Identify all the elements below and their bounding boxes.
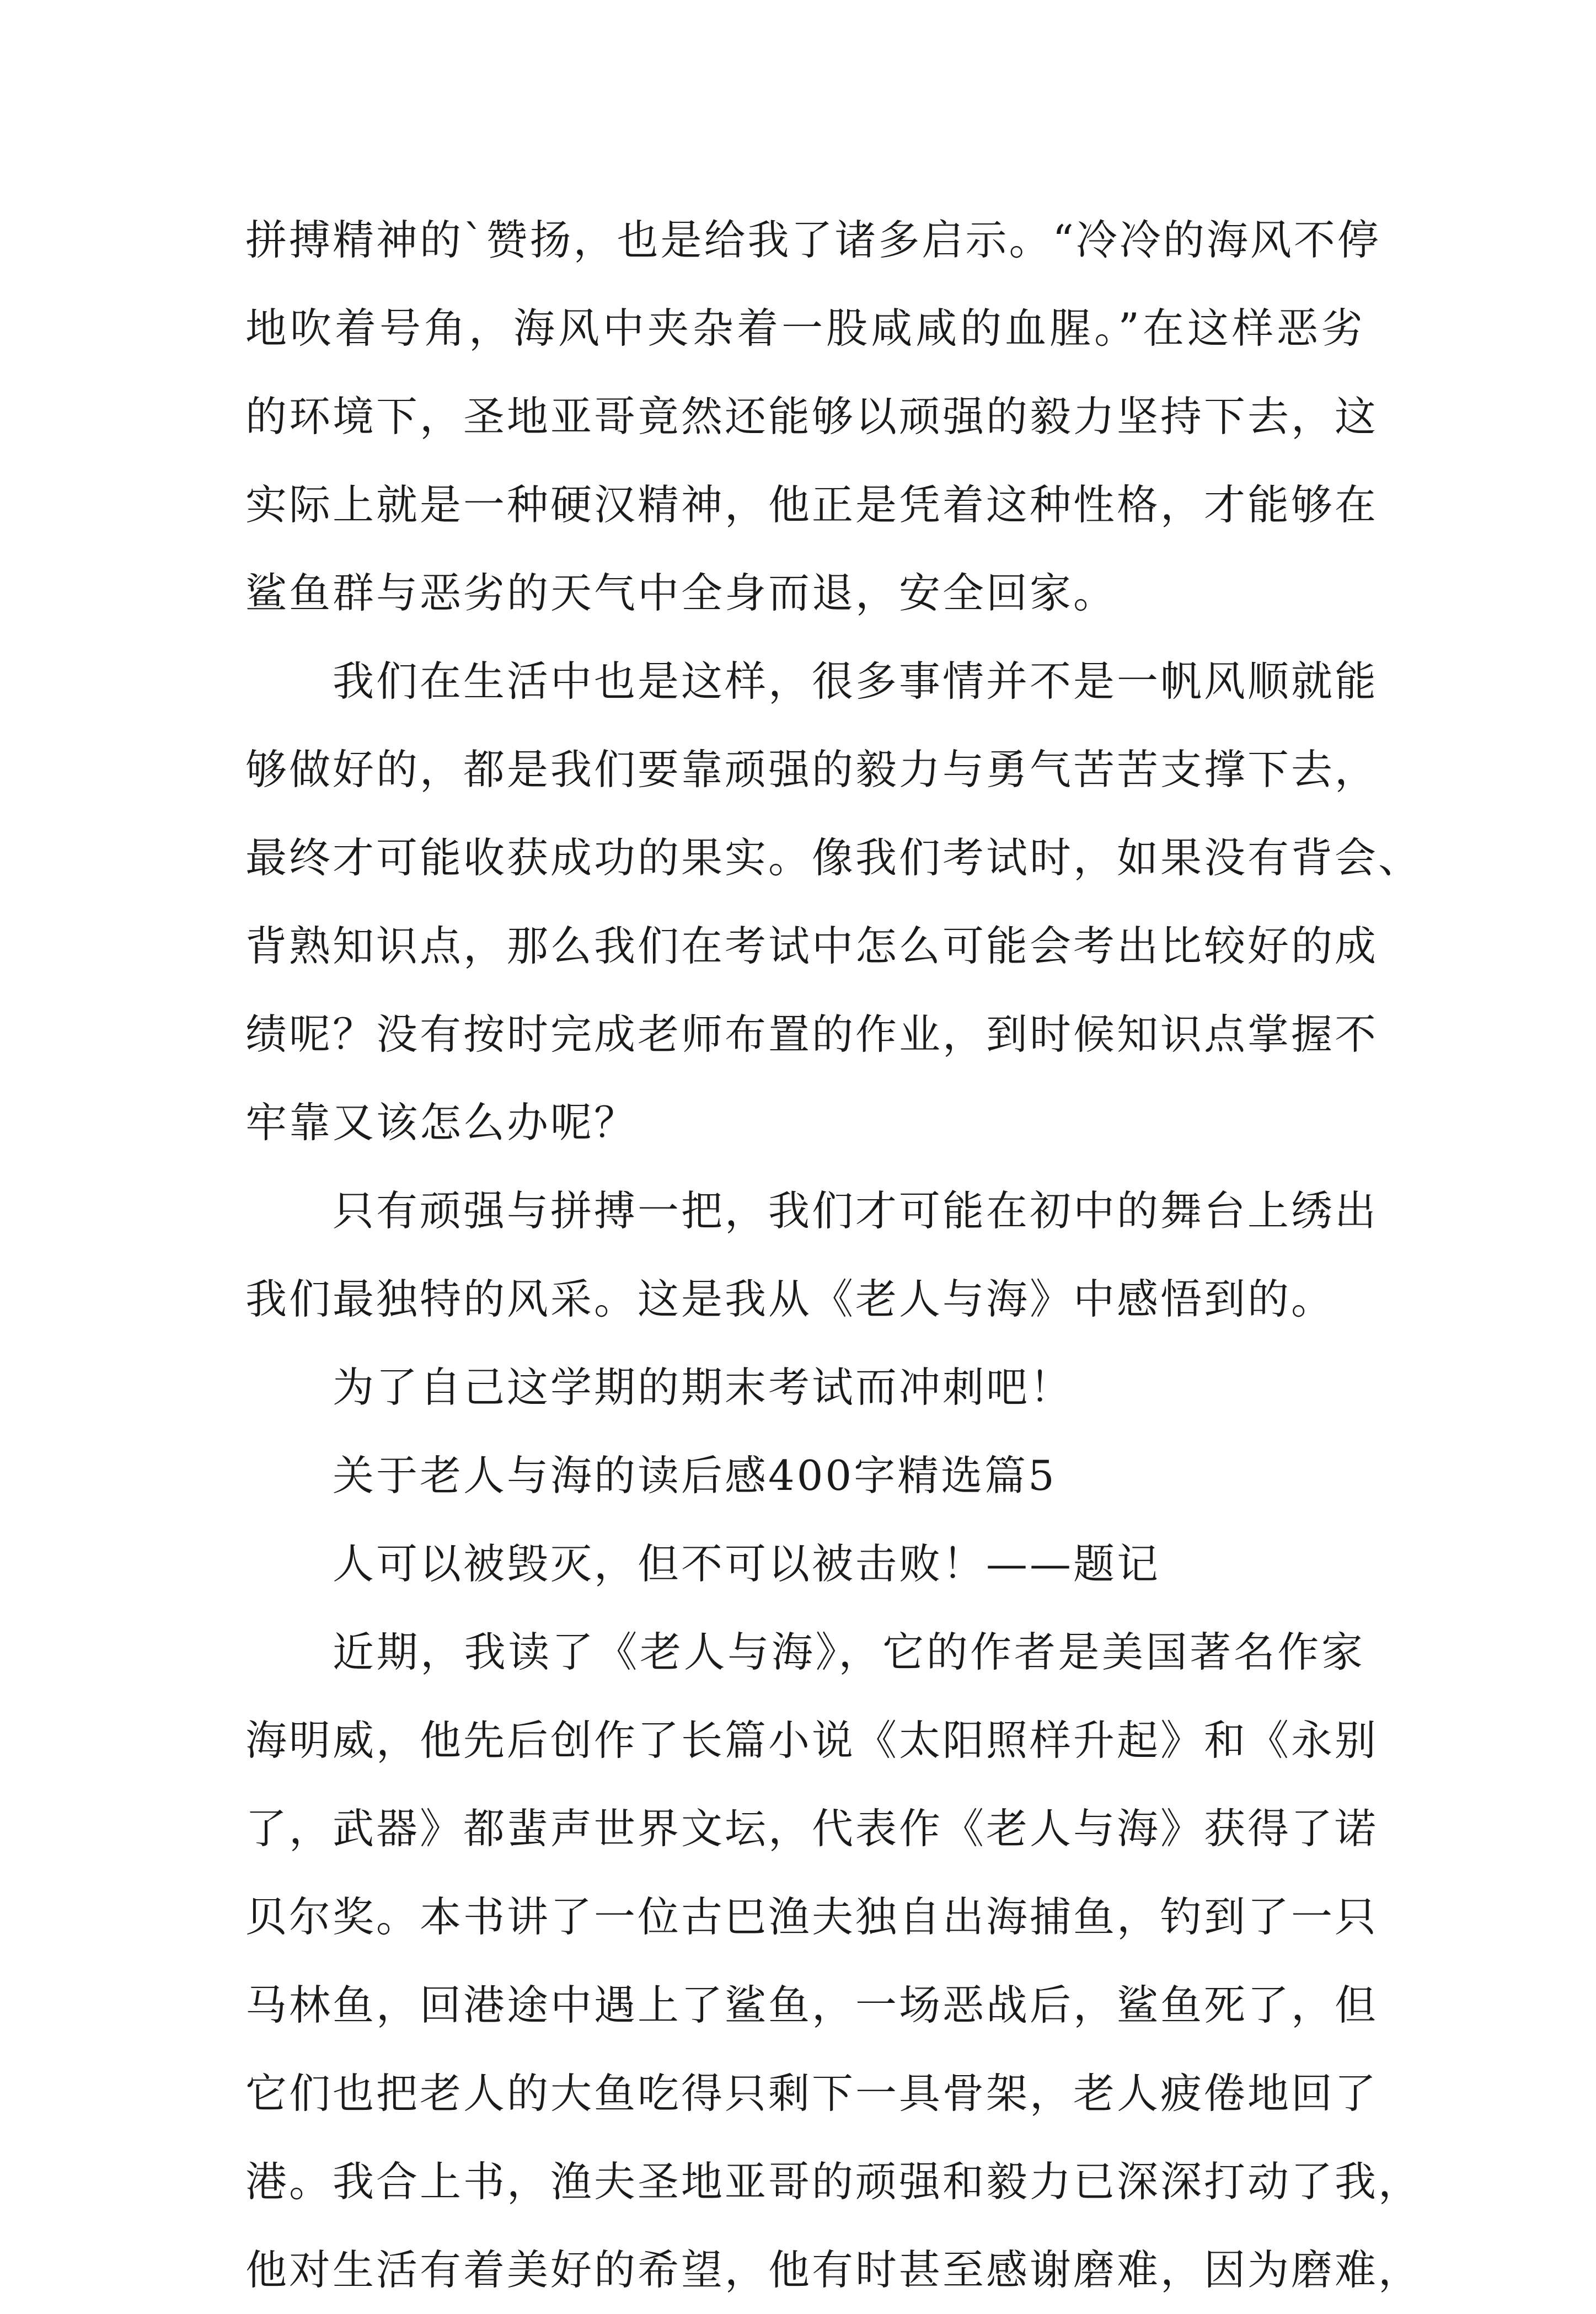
- text-line: 拼搏精神的`赞扬，也是给我了诸多启示。“冷冷的海风不停: [245, 216, 1381, 264]
- text-line: 地吹着号角，海风中夹杂着一股咸咸的血腥。”在这样恶劣: [245, 304, 1365, 352]
- text-line: 只有顽强与拼搏一把，我们才可能在初中的舞台上绣出: [333, 1187, 1379, 1235]
- text-line: 够做好的，都是我们要靠顽强的毅力与勇气苦苦支撑下去，: [245, 745, 1379, 794]
- text-line: 我们在生活中也是这样，很多事情并不是一帆风顺就能: [333, 657, 1379, 706]
- text-line: 为了自己这学期的期末考试而冲刺吧！: [333, 1363, 1074, 1412]
- text-line: 我们最独特的风采。这是我从《老人与海》中感悟到的。: [245, 1275, 1335, 1323]
- text-line: 港。我合上书，渔夫圣地亚哥的顽强和毅力已深深打动了我，: [245, 2157, 1422, 2206]
- text-line: 关于老人与海的读后感400字精选篇5: [333, 1451, 1057, 1500]
- text-line: 背熟知识点，那么我们在考试中怎么可能会考出比较好的成: [245, 922, 1379, 970]
- text-line: 绩呢？没有按时完成老师布置的作业，到时候知识点掌握不: [245, 1010, 1379, 1059]
- text-line: 牢靠又该怎么办呢？: [245, 1098, 638, 1147]
- text-line: 实际上就是一种硬汉精神，他正是凭着这种性格，才能够在: [245, 480, 1379, 529]
- text-line: 近期，我读了《老人与海》，它的作者是美国著名作家: [333, 1628, 1365, 1676]
- text-line: 了，武器》都蜚声世界文坛，代表作《老人与海》获得了诺: [245, 1804, 1379, 1853]
- text-line: 它们也把老人的大鱼吃得只剩下一具骨架，老人疲倦地回了: [245, 2069, 1379, 2118]
- document-body: [245, 196, 1422, 2314]
- text-line: 鲨鱼群与恶劣的天气中全身而退，安全回家。: [245, 569, 1117, 617]
- text-line: 他对生活有着美好的希望，他有时甚至感谢磨难，因为磨难，: [245, 2246, 1422, 2294]
- text-line: 的环境下，圣地亚哥竟然还能够以顽强的毅力坚持下去，这: [245, 392, 1379, 441]
- text-line: 马林鱼，回港途中遇上了鲨鱼，一场恶战后，鲨鱼死了，但: [245, 1981, 1379, 2029]
- text-line: 海明威，他先后创作了长篇小说《太阳照样升起》和《永别: [245, 1716, 1379, 1765]
- text-line: 贝尔奖。本书讲了一位古巴渔夫独自出海捕鱼，钓到了一只: [245, 1893, 1379, 1941]
- text-line: 人可以被毁灭，但不可以被击败！——题记: [333, 1540, 1161, 1588]
- text-line: 最终才可能收获成功的果实。像我们考试时，如果没有背会、: [245, 833, 1422, 882]
